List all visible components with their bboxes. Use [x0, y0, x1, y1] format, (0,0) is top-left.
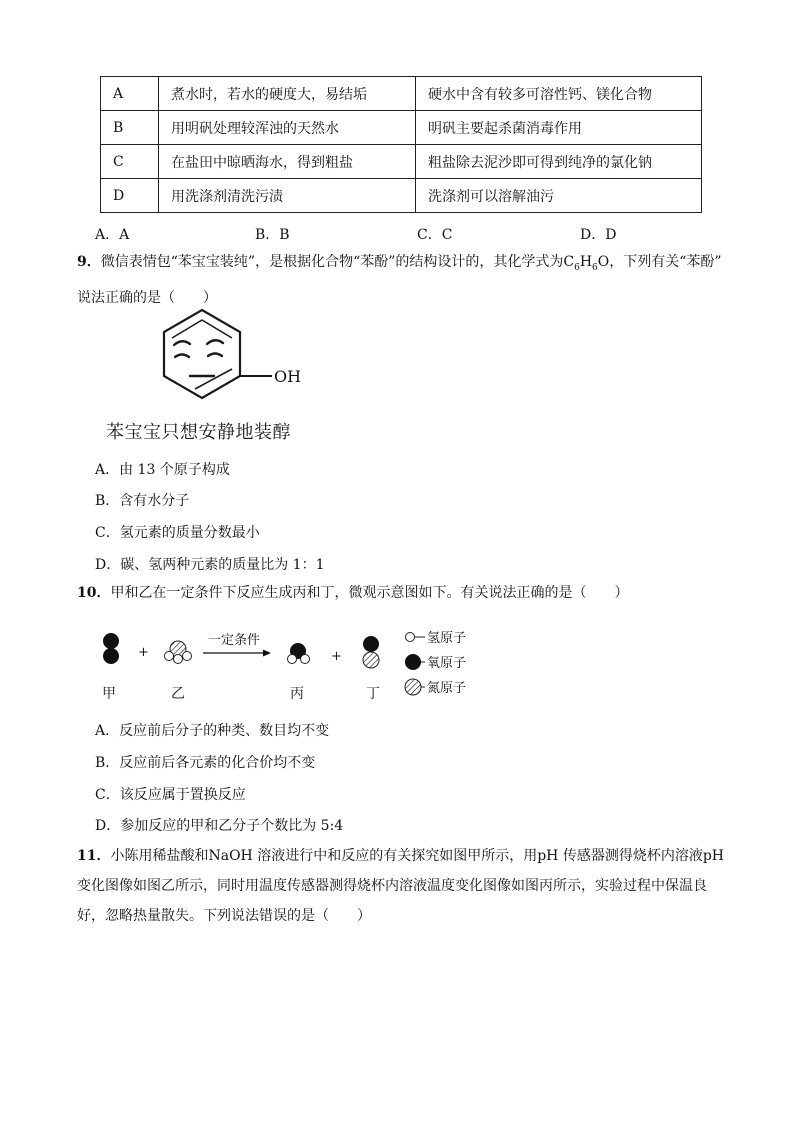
q9-option-d[interactable]: D．碳、氢两种元素的质量比为 1：1 — [95, 557, 325, 573]
row-letter: B — [101, 111, 159, 145]
row-phenomenon: 用洗涤剂清洗污渍 — [159, 179, 416, 213]
plus-sign-1: + — [138, 645, 149, 660]
row-letter: A — [101, 77, 159, 111]
row-letter: D — [101, 179, 159, 213]
q8-option-c[interactable]: C．C — [417, 227, 453, 243]
q10-option-c[interactable]: C．该反应属于置换反应 — [95, 787, 246, 803]
row-letter: C — [101, 145, 159, 179]
legend-oxygen: 氧原子 — [427, 656, 467, 671]
q9-text-a: 微信表情包“苯宝宝装纯”，是根据化合物“苯酚”的结构设计的，其化学式为C — [100, 254, 575, 270]
molecule-jia — [103, 633, 119, 664]
table-row — [101, 179, 702, 213]
molecule-yi — [165, 641, 192, 664]
phenol-structure-figure — [150, 305, 310, 415]
q9-option-b[interactable]: B．含有水分子 — [95, 493, 190, 509]
q10-option-a[interactable]: A．反应前后分子的种类、数目均不变 — [95, 723, 330, 739]
q11-line3: 好，忽略热量散失。下列说法错误的是（ ） — [77, 908, 371, 924]
left-eye-icon — [174, 341, 190, 345]
inner-bond-lower — [195, 369, 232, 389]
legend-hydrogen-icon — [406, 633, 415, 642]
left-eye-lower-icon — [175, 355, 189, 358]
q8-table — [100, 76, 702, 213]
row-phenomenon: 在盐田中晾晒海水，得到粗盐 — [159, 145, 416, 179]
row-phenomenon: 用明矾处理较浑浊的天然水 — [159, 111, 416, 145]
row-explanation: 硬水中含有较多可溶性钙、镁化合物 — [416, 77, 702, 111]
q10-option-b[interactable]: B．反应前后各元素的化合价均不变 — [95, 755, 316, 771]
q9-text-b: O，下列有关“苯酚” — [597, 254, 722, 270]
label-yi: 乙 — [171, 686, 185, 702]
label-bing: 丙 — [290, 686, 304, 702]
row-explanation: 粗盐除去泥沙即可得到纯净的氯化钠 — [416, 145, 702, 179]
plus-sign-2: + — [331, 649, 342, 664]
legend-nitrogen: 氮原子 — [427, 681, 467, 696]
molecule-ding — [363, 636, 379, 668]
q9-option-a[interactable]: A．由 13 个原子构成 — [95, 462, 230, 478]
label-jia: 甲 — [102, 686, 116, 702]
q11-line2: 变化图像如图乙所示，同时用温度传感器测得烧杯内溶液温度变化图像如图丙所示，实验过程中保温良 — [77, 878, 707, 894]
q9-sub-c: 6 — [574, 262, 580, 273]
row-explanation: 洗涤剂可以溶解油污 — [416, 179, 702, 213]
legend-oxygen-icon — [405, 654, 421, 670]
label-ding: 丁 — [366, 686, 380, 702]
q9-option-c[interactable]: C．氢元素的质量分数最小 — [95, 525, 260, 541]
q8-option-d[interactable]: D．D — [580, 227, 617, 243]
q10-stem — [77, 578, 747, 608]
q10-number: 10． — [77, 585, 111, 601]
q9-number: 9． — [77, 254, 101, 270]
q10-text: 甲和乙在一定条件下反应生成丙和丁，微观示意图如下。有关说法正确的是（ ） — [110, 585, 629, 601]
oh-label: OH — [274, 367, 302, 386]
legend — [405, 631, 466, 696]
q10-option-d[interactable]: D．参加反应的甲和乙分子个数比为 5:4 — [95, 818, 344, 834]
legend-nitrogen-icon — [405, 679, 421, 695]
q11-line1: 小陈用稀盐酸和NaOH 溶液进行中和反应的有关探究如图甲所示，用pH 传感器测得烧杯内溶液pH — [110, 848, 725, 864]
reaction-condition: 一定条件 — [208, 633, 261, 648]
table-row — [101, 111, 702, 145]
molecule-bing — [288, 643, 310, 664]
arrow-head-icon — [263, 650, 271, 657]
q8-option-b[interactable]: B．B — [255, 227, 290, 243]
table-row — [101, 77, 702, 111]
q11-number: 11． — [77, 848, 111, 864]
q9-stem — [77, 247, 747, 313]
right-eye-icon — [207, 340, 223, 344]
row-explanation: 明矾主要起杀菌消毒作用 — [416, 111, 702, 145]
row-phenomenon: 煮水时，若水的硬度大，易结垢 — [159, 77, 416, 111]
right-eye-lower-icon — [208, 354, 222, 357]
q9-h: H — [579, 254, 593, 270]
q8-option-a[interactable]: A．A — [95, 227, 130, 243]
q9-sub-h: 6 — [592, 262, 598, 273]
q9-text-line2: 说法正确的是（ ） — [77, 289, 217, 306]
q11-stem — [77, 841, 747, 931]
legend-hydrogen: 氢原子 — [427, 631, 467, 646]
meme-caption: 苯宝宝只想安静地装醇 — [106, 422, 291, 443]
table-row — [101, 145, 702, 179]
